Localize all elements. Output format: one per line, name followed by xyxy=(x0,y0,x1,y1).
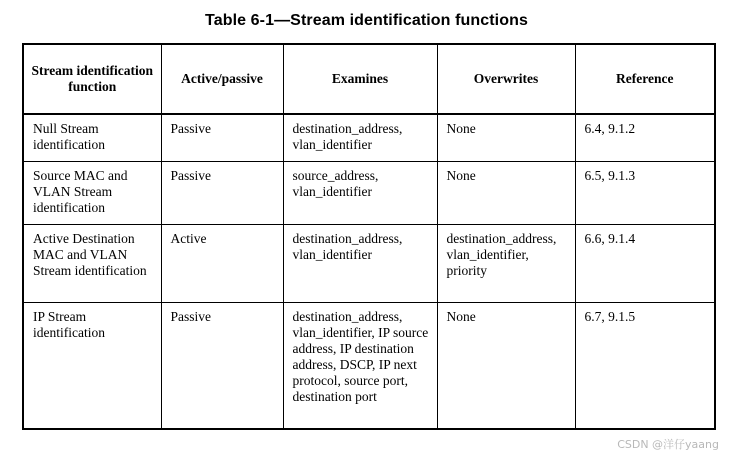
cell-active-passive: Passive xyxy=(161,114,283,162)
cell-function: Source MAC and VLAN Stream identification xyxy=(23,162,161,225)
cell-reference: 6.7, 9.1.5 xyxy=(575,303,715,429)
cell-active-passive: Passive xyxy=(161,303,283,429)
cell-overwrites: destination_address, vlan_identifier, priority xyxy=(437,225,575,303)
cell-function: Active Destination MAC and VLAN Stream identification xyxy=(23,225,161,303)
table-row xyxy=(23,225,715,303)
cell-examines: destination_address, vlan_identifier xyxy=(283,225,437,303)
table-row xyxy=(23,114,715,162)
cell-function: IP Stream identification xyxy=(23,303,161,429)
cell-overwrites: None xyxy=(437,303,575,429)
cell-active-passive: Active xyxy=(161,225,283,303)
cell-overwrites: None xyxy=(437,114,575,162)
cell-reference: 6.6, 9.1.4 xyxy=(575,225,715,303)
header-reference: Reference xyxy=(575,44,715,114)
header-examines: Examines xyxy=(283,44,437,114)
cell-examines: destination_address, vlan_identifier, IP source address, IP destination address, DSCP, IP next protocol, source port, destination port xyxy=(283,303,437,429)
cell-examines: destination_address, vlan_identifier xyxy=(283,114,437,162)
cell-active-passive: Passive xyxy=(161,162,283,225)
header-function: Stream identification function xyxy=(23,44,161,114)
cell-function: Null Stream identification xyxy=(23,114,161,162)
header-active-passive: Active/passive xyxy=(161,44,283,114)
cell-reference: 6.5, 9.1.3 xyxy=(575,162,715,225)
stream-identification-table xyxy=(22,43,716,430)
cell-reference: 6.4, 9.1.2 xyxy=(575,114,715,162)
header-overwrites: Overwrites xyxy=(437,44,575,114)
cell-overwrites: None xyxy=(437,162,575,225)
table-header-row xyxy=(23,44,715,114)
table-row xyxy=(23,303,715,429)
csdn-watermark: CSDN @洋仔yaang xyxy=(617,438,719,451)
table-row xyxy=(23,162,715,225)
cell-examines: source_address, vlan_identifier xyxy=(283,162,437,225)
table-caption: Table 6-1—Stream identification functions xyxy=(205,12,528,29)
